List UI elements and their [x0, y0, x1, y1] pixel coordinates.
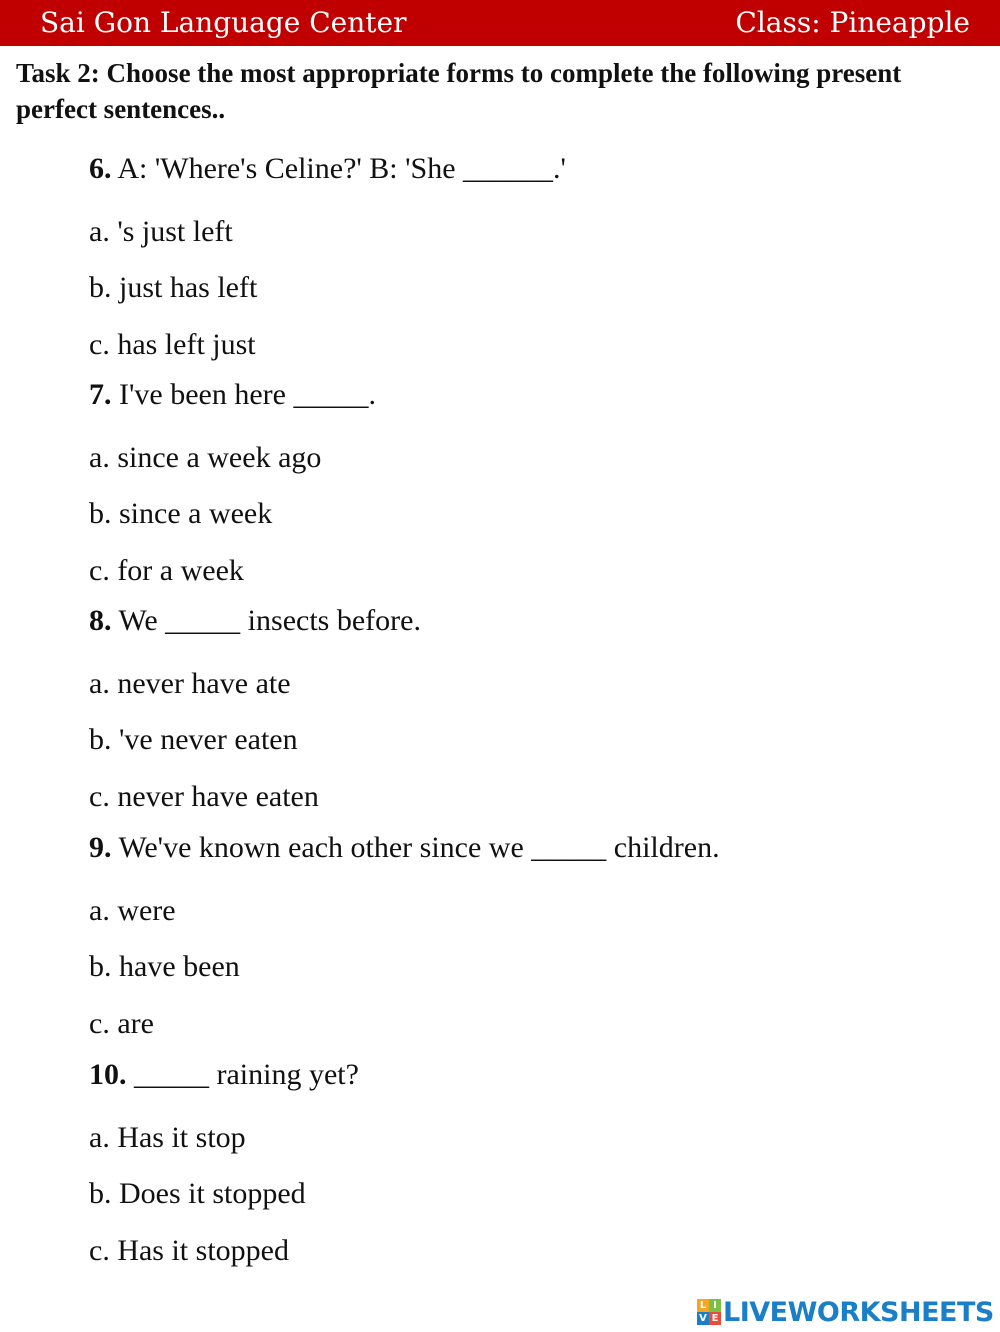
question-10-option-c[interactable]: c. Has it stopped	[89, 1234, 289, 1267]
question-8	[89, 603, 421, 639]
question-9-option-b[interactable]: b. have been	[89, 950, 240, 983]
center-name: Sai Gon Language Center	[40, 6, 407, 39]
question-6-option-c[interactable]: c. has left just	[89, 328, 256, 361]
question-number: 6.	[89, 152, 112, 185]
question-6-option-a[interactable]: a. 's just left	[89, 215, 233, 248]
logo-letter: I	[709, 1299, 721, 1312]
question-text: I've been here _____.	[111, 378, 376, 411]
task-title: Task 2: Choose the most appropriate forms to complete the following present perfect sentences..	[16, 58, 902, 124]
question-10	[89, 1057, 359, 1093]
question-7-option-a[interactable]: a. since a week ago	[89, 441, 322, 474]
question-9	[89, 830, 720, 866]
question-9-option-a[interactable]: a. were	[89, 894, 176, 927]
class-name: Class: Pineapple	[735, 6, 970, 39]
question-number: 10.	[89, 1058, 127, 1091]
liveworksheets-logo-icon	[697, 1299, 721, 1325]
logo-letter: E	[709, 1312, 721, 1325]
page-header	[0, 0, 1000, 46]
question-text: We _____ insects before.	[111, 604, 421, 637]
question-text: _____ raining yet?	[126, 1058, 359, 1091]
question-number: 8.	[89, 604, 112, 637]
question-7-option-c[interactable]: c. for a week	[89, 554, 244, 587]
question-8-option-c[interactable]: c. never have eaten	[89, 780, 319, 813]
question-10-option-b[interactable]: b. Does it stopped	[89, 1177, 306, 1210]
liveworksheets-brand	[697, 1296, 994, 1328]
question-10-option-a[interactable]: a. Has it stop	[89, 1121, 246, 1154]
question-text: A: 'Where's Celine?' B: 'She ______.'	[111, 152, 566, 185]
question-8-option-b[interactable]: b. 've never eaten	[89, 723, 298, 756]
question-number: 9.	[89, 831, 112, 864]
question-text: We've known each other since we _____ children.	[111, 831, 720, 864]
question-7-option-b[interactable]: b. since a week	[89, 497, 273, 530]
question-9-option-c[interactable]: c. are	[89, 1007, 154, 1040]
logo-letter: L	[697, 1299, 709, 1312]
question-7	[89, 377, 376, 413]
question-8-option-a[interactable]: a. never have ate	[89, 667, 291, 700]
logo-letter: V	[697, 1312, 709, 1325]
question-6-option-b[interactable]: b. just has left	[89, 271, 258, 304]
question-number: 7.	[89, 378, 112, 411]
brand-name: LIVEWORKSHEETS	[723, 1296, 994, 1328]
question-6	[89, 151, 566, 187]
